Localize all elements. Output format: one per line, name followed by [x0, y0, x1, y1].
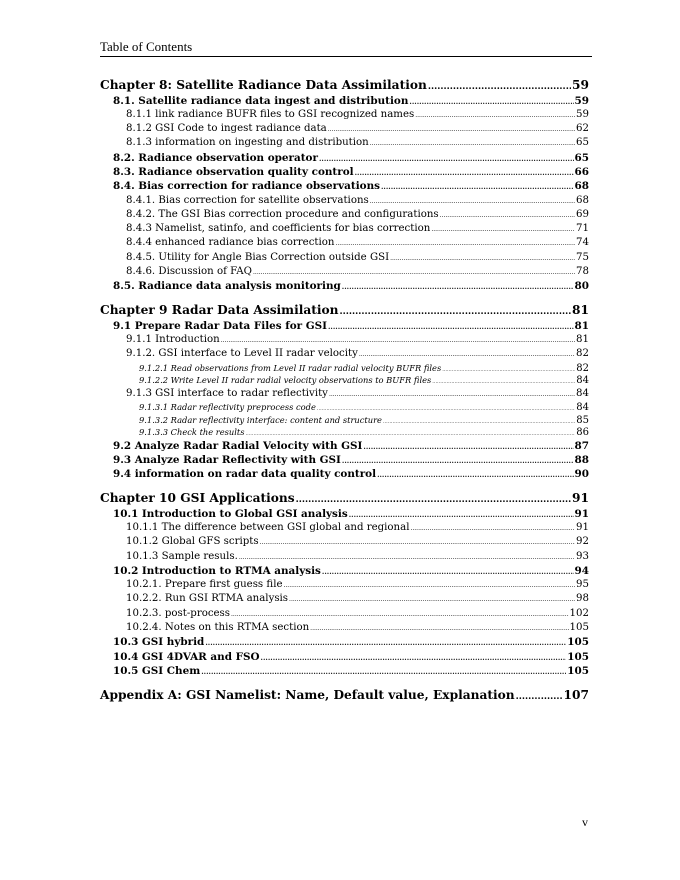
toc-entry-page: 84: [576, 387, 589, 399]
toc-entry-page: 68: [574, 180, 589, 193]
toc-dot-leader: [370, 195, 575, 209]
toc-entry-level-4[interactable]: [100, 362, 589, 375]
toc-entry-title: Chapter 10 GSI Applications: [100, 491, 295, 506]
toc-entry-page: 88: [574, 454, 589, 467]
toc-dot-leader: [442, 364, 575, 377]
toc-entry-page: 62: [576, 123, 589, 135]
toc-entry-title: 9.1.3 GSI interface to radar reflectivity: [126, 387, 328, 399]
toc-entry-page: 105: [567, 636, 589, 649]
toc-entry-level-2[interactable]: [100, 151, 589, 165]
toc-entry-title: 10.2.4. Notes on this RTMA section: [126, 622, 310, 634]
toc-entry-level-2[interactable]: [100, 507, 589, 521]
toc-entry-title: 10.2.2. Run GSI RTMA analysis: [126, 593, 289, 605]
toc-entry-level-3[interactable]: [100, 347, 589, 361]
toc-entry-level-3[interactable]: [100, 108, 589, 122]
toc-dot-leader: [310, 622, 568, 636]
toc-dot-leader: [342, 280, 574, 294]
toc-entry-page: 105: [567, 664, 589, 677]
toc-entry-level-3[interactable]: [100, 194, 589, 208]
toc-entry-page: 75: [576, 251, 589, 263]
toc-entry-title: 10.2 Introduction to RTMA analysis: [113, 564, 321, 577]
toc-dot-leader: [328, 320, 574, 334]
toc-entry-level-3[interactable]: [100, 265, 589, 279]
toc-entry-level-1[interactable]: [100, 688, 589, 704]
toc-entry-page: 82: [576, 348, 589, 360]
toc-entry-page: 74: [576, 237, 589, 249]
toc-entry-level-1[interactable]: [100, 491, 589, 507]
toc-entry-title: 8.4.3 Namelist, satinfo, and coefficients for bias correction: [126, 223, 431, 235]
toc-entry-title: 8.4.1. Bias correction for satellite observations: [126, 194, 369, 206]
toc-entry-level-2[interactable]: [100, 650, 589, 664]
toc-entry-level-3[interactable]: [100, 236, 589, 250]
toc-entry-level-3[interactable]: [100, 387, 589, 401]
toc-entry-level-2[interactable]: [100, 439, 589, 453]
toc-dot-leader: [342, 454, 574, 468]
toc-dot-leader: [359, 348, 575, 362]
toc-entry-title: 8.4.6. Discussion of FAQ: [126, 266, 252, 278]
toc-entry-title: 9.2 Analyze Radar Radial Velocity with GSI: [113, 439, 363, 452]
toc-entry-page: 94: [574, 564, 589, 577]
toc-dot-leader: [260, 536, 575, 550]
toc-dot-leader: [355, 166, 574, 180]
toc-entry-title: 8.3. Radiance observation quality control: [113, 165, 354, 178]
toc-entry-title: 8.5. Radiance data analysis monitoring: [113, 280, 341, 293]
toc-entry-page: 59: [574, 94, 589, 107]
toc-entry-title: 9.1.2. GSI interface to Level II radar velocity: [126, 348, 358, 360]
toc-entry-title: 8.2. Radiance observation operator: [113, 151, 318, 164]
toc-dot-leader: [231, 608, 569, 622]
toc-entry-level-4[interactable]: [100, 414, 589, 427]
toc-entry-page: 87: [574, 439, 589, 452]
toc-entry-page: 78: [576, 266, 589, 278]
toc-dot-leader: [319, 152, 574, 166]
toc-entry-page: 85: [576, 414, 589, 426]
toc-entry-title: 10.2.1. Prepare first guess file: [126, 579, 283, 591]
toc-dot-leader: [239, 551, 575, 565]
toc-entry-title: 10.4 GSI 4DVAR and FSO: [113, 650, 260, 663]
toc-entry-page: 98: [576, 593, 589, 605]
toc-entry-level-2[interactable]: [100, 453, 589, 467]
toc-entry-page: 82: [576, 362, 589, 374]
toc-entry-title: 8.4. Bias correction for radiance observations: [113, 180, 380, 193]
toc-dot-leader: [428, 80, 571, 96]
toc-entry-title: 8.1. Satellite radiance data ingest and distribution: [113, 94, 409, 107]
toc-entry-page: 81: [572, 303, 589, 318]
toc-entry-page: 84: [576, 375, 589, 387]
toc-dot-leader: [370, 137, 575, 151]
toc-entry-page: 86: [576, 427, 589, 439]
toc-dot-leader: [253, 266, 575, 280]
toc-entry-title: 8.1.3 information on ingesting and distribution: [126, 137, 369, 149]
toc-entry-level-1[interactable]: [100, 78, 589, 94]
toc-entry-page: 107: [563, 687, 589, 702]
toc-entry-level-2[interactable]: [100, 94, 589, 108]
toc-entry-page: 84: [576, 402, 589, 414]
toc-entry-title: 10.1 Introduction to Global GSI analysis: [113, 507, 348, 520]
toc-dot-leader: [516, 690, 563, 706]
toc-entry-level-2[interactable]: [100, 165, 589, 179]
toc-entry-level-4[interactable]: [100, 374, 589, 387]
toc-entry-page: 92: [576, 536, 589, 548]
toc-entry-level-3[interactable]: [100, 535, 589, 549]
toc-entry-page: 68: [576, 194, 589, 206]
toc-dot-leader: [349, 508, 574, 522]
toc-entry-level-3[interactable]: [100, 621, 589, 635]
toc-entry-level-3[interactable]: [100, 521, 589, 535]
toc-entry-page: 91: [572, 491, 589, 506]
toc-entry-title: 10.3 GSI hybrid: [113, 636, 205, 649]
toc-dot-leader: [261, 651, 567, 665]
toc-dot-leader: [390, 252, 575, 266]
toc-entry-page: 59: [576, 108, 589, 120]
page-header-title: Table of Contents: [100, 39, 193, 54]
toc-entry-level-3[interactable]: [100, 578, 589, 592]
toc-entry-page: 59: [572, 78, 589, 92]
toc-entry-title: 8.1.2 GSI Code to ingest radiance data: [126, 123, 327, 135]
toc-dot-leader: [339, 305, 571, 321]
toc-entry-level-3[interactable]: [100, 251, 589, 265]
toc-dot-leader: [363, 440, 573, 454]
toc-entry-title: 9.1.1 Introduction: [126, 333, 220, 345]
toc-entry-title: 10.2.3. post-process: [126, 607, 231, 619]
toc-entry-title: 9.3 Analyze Radar Reflectivity with GSI: [113, 454, 341, 467]
toc-entry-title: Chapter 9 Radar Data Assimilation: [100, 303, 339, 318]
toc-entry-page: 71: [576, 223, 589, 235]
toc-dot-leader: [335, 237, 575, 251]
toc-dot-leader: [383, 416, 575, 429]
toc-dot-leader: [289, 593, 575, 607]
toc-entry-page: 90: [574, 468, 589, 481]
toc-entry-title: 10.1.1 The difference between GSI global and regional: [126, 522, 410, 533]
toc-entry-page: 93: [576, 550, 589, 562]
toc-entry-level-1[interactable]: [100, 303, 589, 319]
page-number: v: [582, 815, 588, 829]
toc-dot-leader: [283, 579, 575, 593]
toc-entry-page: 80: [574, 280, 589, 293]
toc-entry-level-3[interactable]: [100, 333, 589, 347]
toc-entry-level-2[interactable]: [100, 319, 589, 333]
toc-entry-title: 10.5 GSI Chem: [113, 664, 201, 677]
toc-entry-page: 91: [574, 507, 589, 520]
toc-dot-leader: [201, 665, 566, 679]
toc-entry-title: 9.4 information on radar data quality control: [113, 468, 377, 481]
toc-dot-leader: [440, 209, 575, 223]
toc-entry-title: 9.1.2.2 Write Level II radar radial velocity observations to BUFR files: [139, 375, 432, 386]
toc-dot-leader: [431, 223, 575, 237]
header-divider: [100, 56, 592, 57]
toc-entry-page: 65: [574, 151, 589, 164]
toc-entry-level-2[interactable]: [100, 564, 589, 578]
toc-entry-page: 105: [569, 622, 589, 634]
toc-dot-leader: [415, 109, 575, 123]
toc-entry-level-3[interactable]: [100, 122, 589, 136]
toc-entry-level-3[interactable]: [100, 208, 589, 222]
toc-entry-page: 102: [569, 607, 589, 619]
toc-entry-level-2[interactable]: [100, 279, 589, 293]
toc-entry-title: Appendix A: GSI Namelist: Name, Default value, Explanation: [100, 687, 515, 702]
toc-entry-page: 91: [576, 522, 589, 533]
toc-dot-leader: [221, 334, 575, 348]
toc-entry-title: 9.1.3.1 Radar reflectivity preprocess code: [139, 402, 316, 413]
toc-entry-page: 105: [567, 650, 589, 663]
toc-entry-title: 10.1.3 Sample resuls.: [126, 550, 238, 562]
toc-dot-leader: [381, 180, 574, 194]
toc-entry-level-3[interactable]: [100, 550, 589, 564]
toc-dot-leader: [377, 468, 573, 482]
toc-entry-page: 95: [576, 579, 589, 591]
toc-dot-leader: [409, 95, 573, 109]
toc-entry-level-3[interactable]: [100, 607, 589, 621]
toc-entry-level-2[interactable]: [100, 179, 589, 193]
toc-entry-title: 8.4.5. Utility for Angle Bias Correction outside GSI: [126, 251, 390, 263]
toc-entry-page: 66: [574, 165, 589, 178]
toc-entry-level-3[interactable]: [100, 136, 589, 150]
toc-entry-title: 9.1.2.1 Read observations from Level II radar radial velocity BUFR files: [139, 362, 442, 373]
toc-entry-level-2[interactable]: [100, 664, 589, 678]
toc-entry-level-3[interactable]: [100, 222, 589, 236]
toc-dot-leader: [328, 123, 575, 137]
toc-entry-level-4[interactable]: [100, 426, 589, 439]
toc-entry-page: 81: [574, 319, 589, 332]
toc-entry-title: 10.1.2 Global GFS scripts: [126, 536, 259, 548]
toc-dot-leader: [410, 522, 575, 536]
toc-entry-title: Chapter 8: Satellite Radiance Data Assimilation: [100, 78, 427, 92]
toc-entry-level-3[interactable]: [100, 592, 589, 606]
table-of-contents: [100, 78, 589, 703]
toc-entry-level-2[interactable]: [100, 635, 589, 649]
toc-entry-page: 65: [576, 137, 589, 149]
toc-entry-title: 9.1 Prepare Radar Data Files for GSI: [113, 319, 327, 332]
toc-dot-leader: [205, 636, 566, 650]
toc-entry-page: 81: [576, 333, 589, 345]
toc-entry-level-2[interactable]: [100, 467, 589, 481]
toc-entry-page: 69: [576, 208, 589, 220]
toc-dot-leader: [329, 388, 575, 402]
toc-entry-title: 8.4.4 enhanced radiance bias correction: [126, 237, 335, 249]
toc-entry-level-4[interactable]: [100, 401, 589, 414]
toc-entry-title: 8.1.1 link radiance BUFR files to GSI recognized names: [126, 108, 415, 120]
toc-entry-title: 9.1.3.2 Radar reflectivity interface: content and structure: [139, 414, 382, 425]
toc-entry-title: 9.1.3.3 Check the results: [139, 427, 245, 438]
toc-entry-title: 8.4.2. The GSI Bias correction procedure and configurations: [126, 208, 439, 220]
toc-dot-leader: [322, 565, 574, 579]
